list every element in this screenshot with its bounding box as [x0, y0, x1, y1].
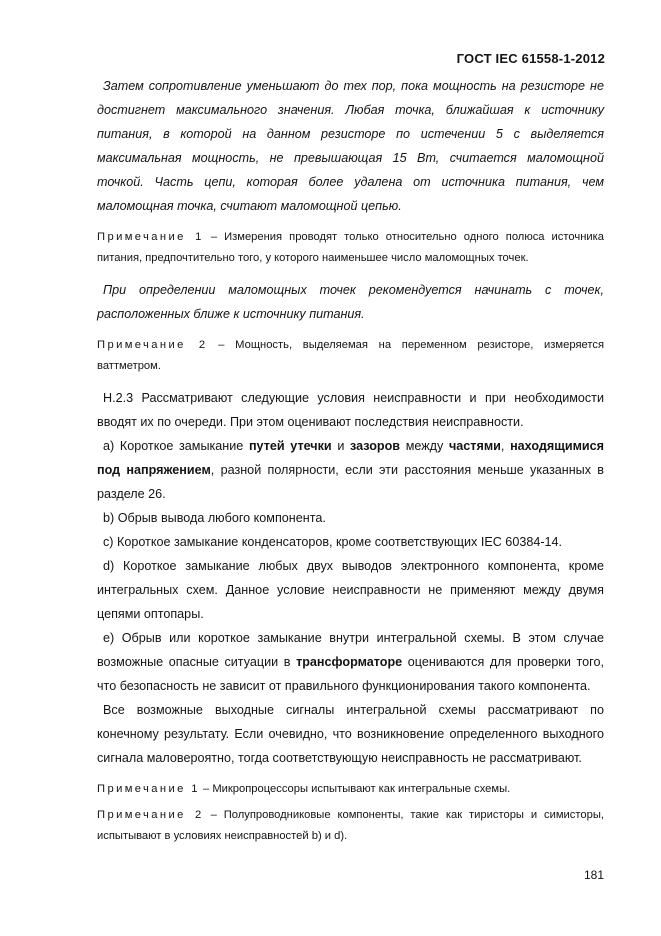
- note-1-microprocessors: [97, 779, 604, 800]
- note-label: Примечание 2: [97, 339, 208, 351]
- text: а) Короткое замыкание: [103, 439, 249, 453]
- text: , разной полярности, если эти расстояния меньше указанных в разделе 26.: [97, 463, 605, 501]
- item-d: d) Короткое замыкание любых двух выводов электронного компонента, кроме интегральных схем. Данное условие неисправности не применяют между двумя цепями оптопары.: [97, 559, 604, 621]
- term-live: находящимися под напряжением: [97, 439, 605, 477]
- item-a: [97, 434, 604, 506]
- note-text: – Полупроводниковые компоненты, такие как тиристоры и симисторы, испытывают в условиях неисправностей b) и d).: [97, 809, 604, 842]
- note-text: – Микропроцессоры испытывают как интегральные схемы.: [199, 783, 511, 795]
- term-transformer: трансформаторе: [296, 655, 403, 669]
- paragraph-resistance: Затем сопротивление уменьшают до тех пор, пока мощность на резисторе не достигнет максимального значения. Любая точка, ближайшая к источнику питания, в которой на данном резисторе по истечении 5 с выделяется максимальная мощность, не превышающая 15 Вт, считается маломощной точкой. Часть цепи, которая более удалена от источника питания, чем маломощная точка, считают маломощной цепью.: [97, 79, 604, 213]
- term-clearance: зазоров: [350, 439, 401, 453]
- term-parts: частями: [448, 439, 501, 453]
- text: оцениваются для проверки того, что безопасность не зависит от правильного функционирования такого компонента.: [97, 655, 604, 693]
- note-2-power: [97, 335, 604, 377]
- note-text: – Измерения проводят только относительно одного полюса источника питания, предпочтительно того, у которого наименьшее число маломощных точек.: [97, 231, 604, 264]
- text: ,: [500, 439, 511, 453]
- item-e: [97, 626, 604, 698]
- text: и: [331, 439, 351, 453]
- section-h23: Н.2.3 Рассматривают следующие условия неисправности и при необходимости вводят их по очереди. При этом оценивают последствия неисправности.: [97, 391, 604, 429]
- term-creepage: путей утечки: [248, 439, 332, 453]
- paragraph-output-signals: Все возможные выходные сигналы интегральной схемы рассматривают по конечному результату. Если очевидно, что возникновение определенного выходного сигнала маловероятно, тогда соответствующую неисправность не рассматривают.: [97, 703, 604, 765]
- item-b: b) Обрыв вывода любого компонента.: [103, 511, 326, 525]
- standard-header: ГОСТ IEC 61558-1-2012: [456, 51, 605, 66]
- page-number: 181: [583, 868, 604, 882]
- note-label: Примечание 1: [97, 231, 204, 243]
- paragraph-low-power-points: При определении маломощных точек рекомендуется начинать с точек, расположенных ближе к источнику питания.: [97, 283, 604, 321]
- note-label: Примечание 1: [97, 783, 200, 795]
- text: между: [400, 439, 449, 453]
- note-1-measurements: [97, 227, 604, 269]
- page-content: [97, 74, 604, 847]
- text: e) Обрыв или короткое замыкание внутри интегральной схемы. В этом случае возможные опасные ситуации в: [97, 631, 604, 669]
- note-2-semiconductors: [97, 805, 604, 847]
- note-label: Примечание 2: [97, 809, 204, 821]
- item-c: c) Короткое замыкание конденсаторов, кроме соответствующих IEC 60384-14.: [103, 535, 563, 549]
- note-text: – Мощность, выделяемая на переменном резисторе, измеряется ваттметром.: [97, 339, 604, 372]
